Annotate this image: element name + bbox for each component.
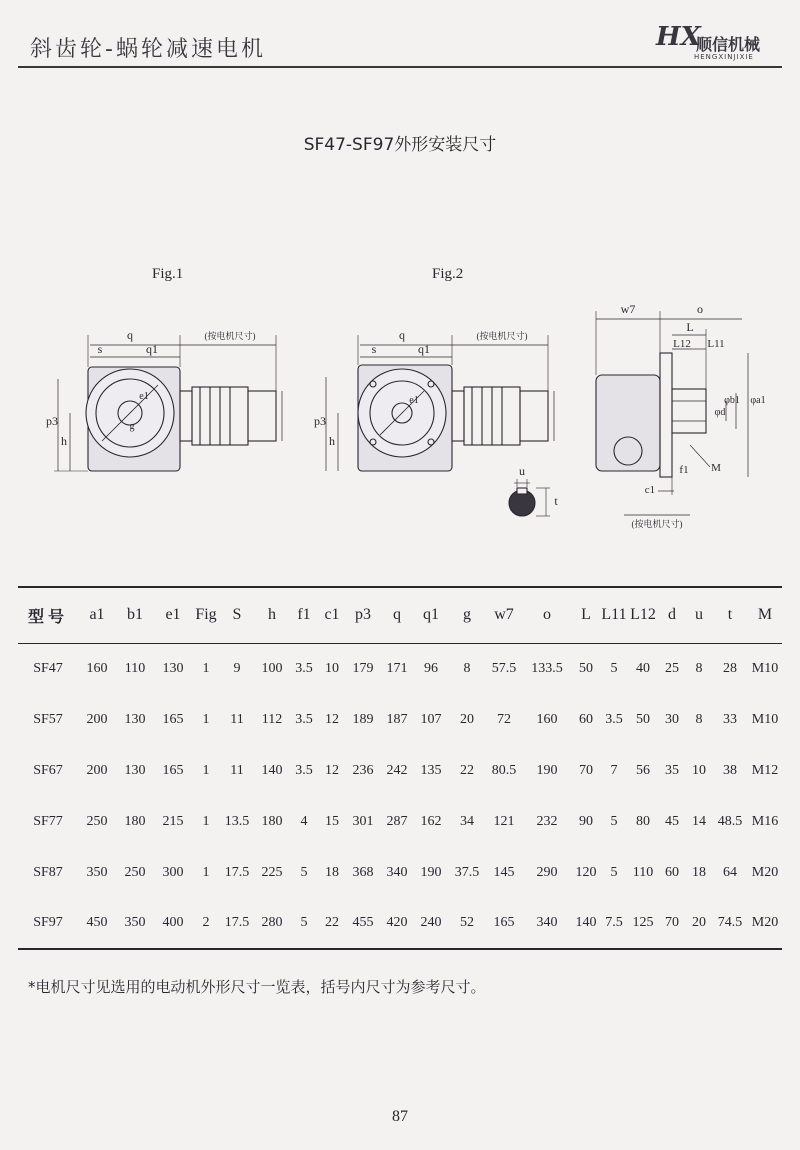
fig1-motor-note: (按电机尺寸) [204, 331, 256, 341]
table-cell: 1 [202, 711, 210, 727]
table-cell: 17.5 [224, 915, 250, 930]
table-cell: 20 [692, 915, 706, 930]
table-cell: 52 [460, 915, 474, 930]
table-cell: 56 [636, 762, 650, 778]
col-header: b1 [127, 606, 143, 624]
side-dim-c1: c1 [644, 484, 656, 496]
table-cell: 9 [233, 660, 241, 676]
table-cell: 3.5 [295, 660, 313, 676]
table-cell: 301 [352, 813, 374, 829]
table-cell: M20 [751, 864, 779, 880]
table-cell: 30 [665, 711, 679, 727]
fig1-dim-p3: p3 [46, 414, 58, 428]
col-header: h [268, 606, 276, 624]
table-cell: 28 [723, 660, 737, 676]
table-cell: 48.5 [717, 813, 743, 829]
table-cell: 50 [579, 660, 593, 676]
col-header: t [727, 606, 733, 624]
col-header-model: 型号 [27, 606, 68, 626]
table-cell: 60 [665, 864, 679, 880]
fig1-dim-h: h [61, 434, 67, 448]
table-cell: 90 [579, 813, 593, 829]
table-cell: 50 [636, 711, 650, 727]
table-cell: 5 [610, 660, 618, 676]
table-row [18, 694, 782, 745]
table-cell: 5 [610, 813, 618, 829]
fig1-dim-e1: e1 [139, 391, 149, 402]
fig2-drawing [326, 335, 554, 471]
technical-drawing [40, 295, 780, 535]
table-cell: 1 [202, 762, 210, 778]
table-cell: 4 [300, 813, 308, 829]
table-cell: 179 [352, 660, 374, 676]
col-header: f1 [297, 606, 311, 624]
table-cell: 40 [636, 660, 650, 676]
table-cell: 38 [723, 762, 737, 778]
table-cell: 72 [497, 711, 511, 727]
fig1-dim-s: s [97, 342, 103, 356]
header-rule [18, 66, 782, 68]
table-cell: 2 [202, 915, 210, 930]
table-cell: 340 [386, 864, 408, 880]
table-cell: 236 [352, 762, 374, 778]
table-cell: 22 [460, 762, 474, 778]
footnote: *电机尺寸见选用的电动机外形尺寸一览表，括号内尺寸为参考尺寸。 [28, 978, 486, 996]
table-body [18, 643, 782, 949]
table-cell: 189 [352, 711, 374, 727]
model-cell: SF47 [33, 660, 63, 676]
fig2-label: Fig.2 [432, 266, 464, 282]
table-cell: 107 [420, 711, 442, 727]
company-logo [648, 22, 782, 64]
table-cell: 187 [386, 711, 408, 727]
table-cell: 400 [162, 915, 184, 930]
table-cell: 1 [202, 813, 210, 829]
table-cell: 180 [124, 813, 146, 829]
col-header: q1 [423, 606, 439, 624]
side-dim-l: L [686, 320, 694, 334]
table-cell: 8 [463, 660, 471, 676]
side-dim-b1: φb1 [724, 395, 740, 406]
fig2-dim-p3: p3 [314, 414, 326, 428]
col-header: L11 [601, 606, 627, 624]
table-cell: 135 [420, 762, 442, 778]
fig2-dim-q: q [399, 328, 405, 342]
col-header: d [668, 606, 676, 624]
table-cell: 100 [261, 660, 283, 676]
col-header: g [463, 606, 471, 624]
col-header: Fig [195, 606, 217, 624]
col-header: u [695, 606, 703, 624]
table-cell: 14 [692, 813, 706, 829]
col-header: q [393, 606, 401, 624]
table-cell: 225 [261, 864, 283, 880]
table-cell: 450 [86, 915, 108, 930]
table-cell: 60 [579, 711, 593, 727]
page-number: 87 [392, 1108, 408, 1125]
table-cell: 125 [632, 915, 654, 930]
table-cell: 18 [325, 864, 339, 880]
col-header: a1 [89, 606, 105, 624]
side-dim-l11: L11 [707, 338, 725, 350]
table-cell: 7.5 [605, 915, 623, 930]
table-cell: 242 [386, 762, 408, 778]
table-cell: 57.5 [491, 660, 517, 676]
table-cell: 8 [695, 711, 703, 727]
table-cell: M10 [751, 660, 779, 676]
model-cell: SF87 [33, 864, 63, 880]
table-cell: 5 [300, 915, 308, 930]
table-header-row [18, 587, 782, 643]
fig1-dim-q1: q1 [146, 342, 158, 356]
logo-name-cn: 顺信机械 [696, 35, 761, 54]
side-dim-d: φd [714, 407, 726, 418]
table-cell: 250 [124, 864, 146, 880]
side-dim-f1: f1 [679, 464, 689, 476]
table-cell: 112 [261, 711, 283, 727]
model-cell: SF57 [33, 711, 63, 727]
table-cell: 165 [493, 915, 515, 930]
dimension-table-wrap [18, 586, 782, 950]
table-cell: M16 [751, 813, 779, 829]
side-dim-w7: w7 [620, 302, 636, 316]
table-cell: 130 [124, 711, 146, 727]
table-cell: 45 [665, 813, 679, 829]
table-cell: 70 [665, 915, 679, 930]
table-cell: 96 [424, 660, 438, 676]
table-cell: 180 [261, 813, 283, 829]
col-header: L12 [630, 606, 656, 624]
table-cell: 200 [86, 711, 108, 727]
table-cell: 74.5 [717, 915, 743, 930]
fig1-dim-g: g [129, 421, 135, 432]
col-header: w7 [494, 606, 514, 624]
fig2-dim-e1: e1 [409, 395, 419, 406]
col-header: c1 [324, 606, 340, 624]
table-cell: 110 [124, 660, 146, 676]
side-motor-note: (按电机尺寸) [631, 519, 683, 529]
model-cell: SF77 [33, 813, 63, 829]
table-cell: 3.5 [295, 711, 313, 727]
table-cell: 130 [162, 660, 184, 676]
table-cell: 350 [124, 915, 146, 930]
side-dim-o: o [697, 302, 703, 316]
table-cell: 10 [325, 660, 339, 676]
table-cell: 80 [636, 813, 650, 829]
table-cell: 215 [162, 813, 184, 829]
table-cell: 7 [610, 762, 618, 778]
table-cell: 12 [325, 762, 339, 778]
table-cell: 165 [162, 762, 184, 778]
table-cell: 80.5 [491, 762, 517, 778]
table-row [18, 745, 782, 796]
side-dim-l12: L12 [673, 338, 691, 350]
table-cell: M20 [751, 915, 779, 930]
table-row [18, 643, 782, 694]
table-cell: 162 [420, 813, 442, 829]
fig2-dim-s: s [371, 342, 377, 356]
table-cell: 160 [536, 711, 558, 727]
logo-name-en: HENGXINJIXIE [694, 53, 754, 61]
keyway-dim-u: u [519, 464, 525, 478]
table-cell: 11 [230, 762, 244, 778]
table-cell: 133.5 [531, 660, 563, 676]
table-cell: 3.5 [295, 762, 313, 778]
table-cell: 20 [460, 711, 474, 727]
table-cell: 145 [493, 864, 515, 880]
table-cell: 130 [124, 762, 146, 778]
table-cell: 8 [695, 660, 703, 676]
table-cell: 17.5 [224, 864, 250, 880]
fig1-drawing [54, 335, 282, 471]
fig2-dim-h: h [329, 434, 335, 448]
page-title: SF47-SF97外形安装尺寸 [303, 135, 497, 155]
table-cell: 165 [162, 711, 184, 727]
table-cell: 22 [325, 915, 339, 930]
table-cell: 455 [352, 915, 374, 930]
keyway-drawing [509, 479, 550, 516]
fig1-dim-q: q [127, 328, 133, 342]
table-cell: 13.5 [224, 813, 250, 829]
table-cell: 190 [420, 864, 442, 880]
table-cell: 110 [632, 864, 654, 880]
table-cell: 5 [610, 864, 618, 880]
table-cell: 287 [386, 813, 408, 829]
dimension-table [18, 586, 782, 950]
col-header: o [543, 606, 551, 624]
col-header: L [581, 606, 591, 624]
table-cell: 12 [325, 711, 339, 727]
table-cell: 15 [325, 813, 339, 829]
fig2-dim-q1: q1 [418, 342, 430, 356]
table-cell: 64 [723, 864, 737, 880]
logo-mark: HX [656, 22, 701, 52]
table-cell: 25 [665, 660, 679, 676]
table-cell: 368 [352, 864, 374, 880]
table-cell: M12 [751, 762, 779, 778]
table-cell: 240 [420, 915, 442, 930]
model-cell: SF67 [33, 762, 63, 778]
table-row [18, 796, 782, 847]
table-cell: 35 [665, 762, 679, 778]
table-cell: 232 [536, 813, 558, 829]
model-cell: SF97 [33, 915, 63, 930]
table-cell: M10 [751, 711, 779, 727]
table-cell: 350 [86, 864, 108, 880]
table-row [18, 847, 782, 898]
table-cell: 420 [386, 915, 408, 930]
header-title: 斜齿轮-蜗轮减速电机 [30, 37, 266, 62]
table-cell: 1 [202, 864, 210, 880]
fig2-motor-note: (按电机尺寸) [476, 331, 528, 341]
table-cell: 280 [261, 915, 283, 930]
side-dim-a1: φa1 [750, 395, 766, 406]
keyway-dim-t: t [554, 494, 558, 508]
table-cell: 3.5 [605, 711, 623, 727]
table-cell: 10 [692, 762, 706, 778]
fig1-label: Fig.1 [152, 266, 184, 282]
table-cell: 5 [300, 864, 308, 880]
table-cell: 33 [723, 711, 737, 727]
table-cell: 300 [162, 864, 184, 880]
table-cell: 37.5 [454, 864, 480, 880]
table-cell: 11 [230, 711, 244, 727]
table-row [18, 898, 782, 949]
table-cell: 18 [692, 864, 706, 880]
col-header: M [757, 606, 773, 624]
col-header: e1 [165, 606, 181, 624]
table-cell: 120 [575, 864, 597, 880]
col-header: S [232, 606, 242, 624]
table-cell: 34 [460, 813, 474, 829]
side-dim-m: M [711, 462, 721, 474]
table-cell: 200 [86, 762, 108, 778]
table-cell: 340 [536, 915, 558, 930]
table-cell: 70 [579, 762, 593, 778]
table-cell: 290 [536, 864, 558, 880]
table-cell: 140 [261, 762, 283, 778]
table-cell: 171 [386, 660, 408, 676]
table-cell: 160 [86, 660, 108, 676]
table-cell: 1 [202, 660, 210, 676]
table-cell: 190 [536, 762, 558, 778]
table-cell: 140 [575, 915, 597, 930]
table-cell: 250 [86, 813, 108, 829]
table-cell: 121 [493, 813, 515, 829]
col-header: p3 [355, 606, 371, 624]
